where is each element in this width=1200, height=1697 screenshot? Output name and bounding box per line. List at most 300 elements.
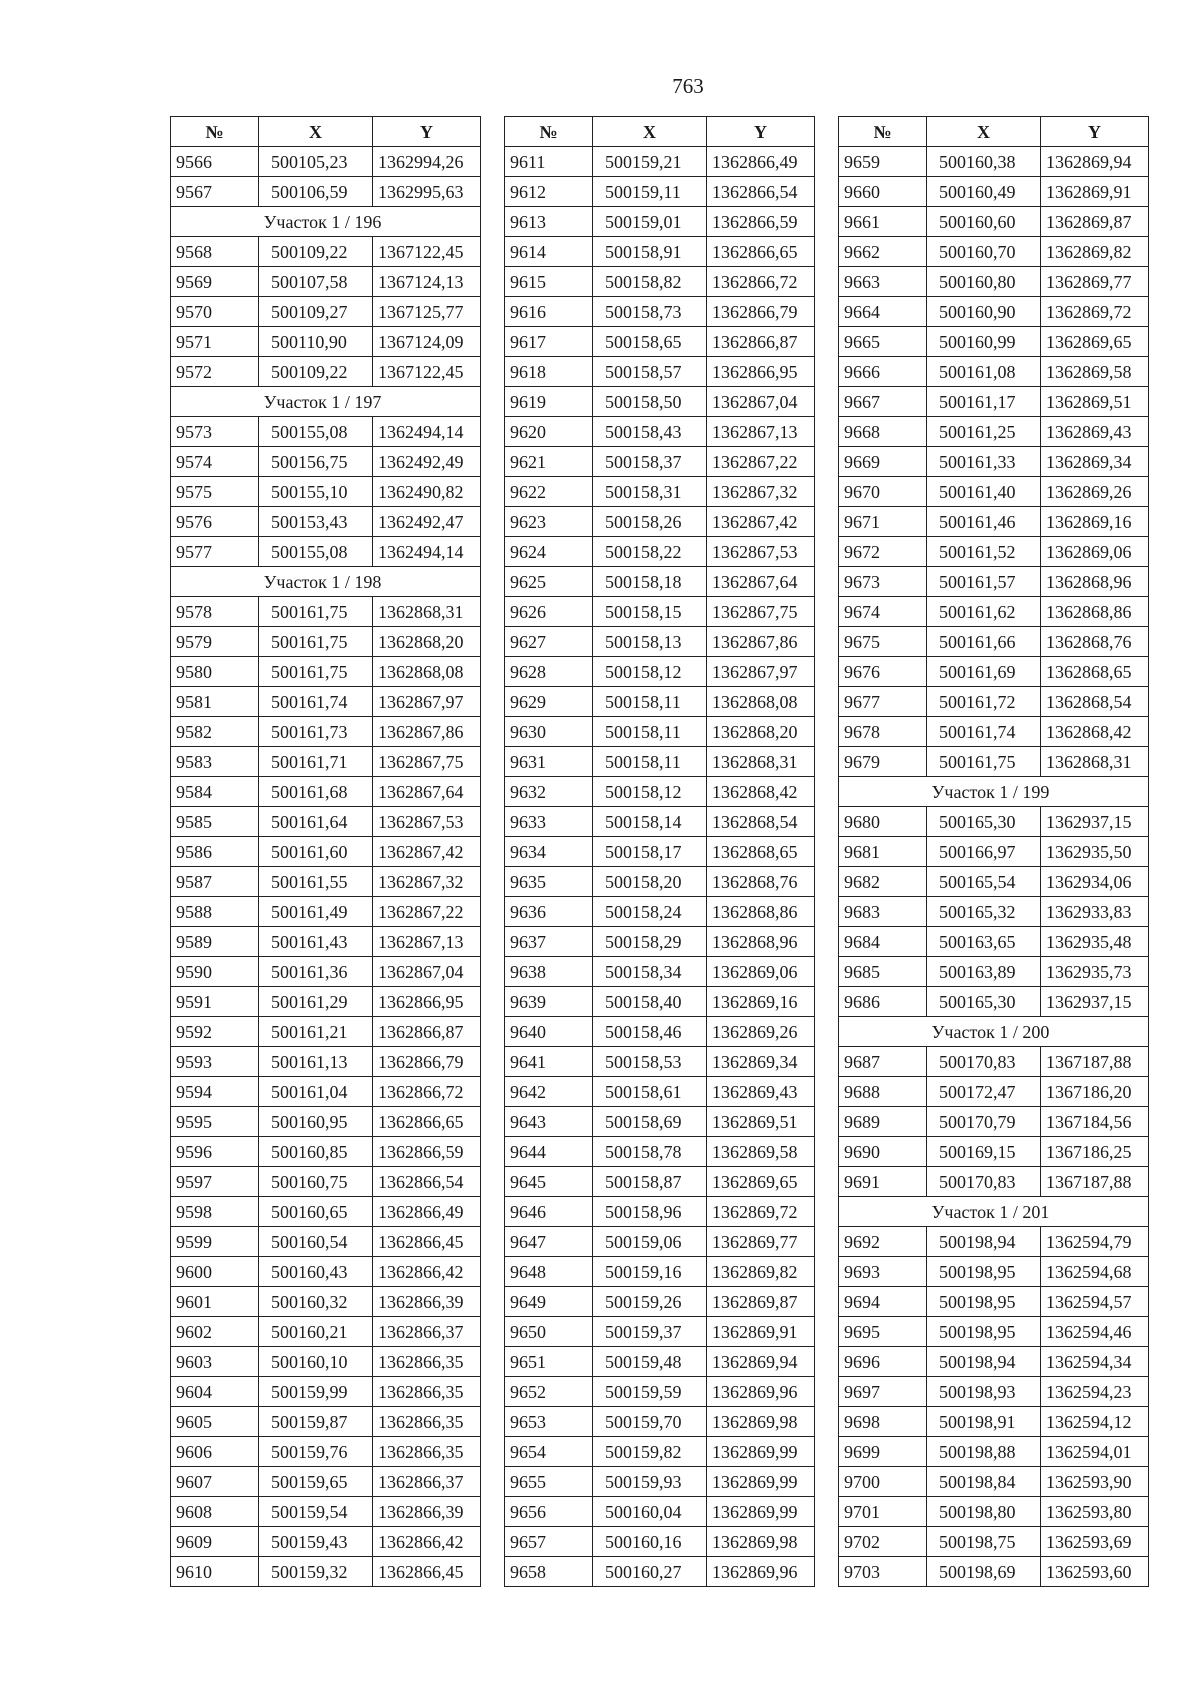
x-coordinate-cell: 500159,21: [593, 147, 707, 177]
table-row: [839, 1317, 1149, 1347]
y-coordinate-cell: 1362869,65: [707, 1167, 815, 1197]
table-row: [171, 1497, 481, 1527]
table-row: [171, 657, 481, 687]
table-row: [839, 837, 1149, 867]
table-body: [839, 147, 1149, 1587]
table-row: [171, 837, 481, 867]
y-coordinate-cell: 1362594,79: [1041, 1227, 1149, 1257]
point-number-cell: 9608: [171, 1497, 259, 1527]
y-coordinate-cell: 1362593,80: [1041, 1497, 1149, 1527]
point-number-cell: 9596: [171, 1137, 259, 1167]
table-row: [171, 1197, 481, 1227]
x-coordinate-cell: 500198,84: [927, 1467, 1041, 1497]
point-number-cell: 9682: [839, 867, 927, 897]
y-coordinate-cell: 1362866,42: [373, 1257, 481, 1287]
x-coordinate-cell: 500198,95: [927, 1287, 1041, 1317]
point-number-cell: 9687: [839, 1047, 927, 1077]
table-row: [505, 837, 815, 867]
point-number-cell: 9668: [839, 417, 927, 447]
y-coordinate-cell: 1362869,26: [707, 1017, 815, 1047]
y-coordinate-cell: 1362867,97: [373, 687, 481, 717]
x-coordinate-cell: 500160,49: [927, 177, 1041, 207]
y-coordinate-cell: 1362866,45: [373, 1557, 481, 1587]
column-header-y: Y: [373, 117, 481, 147]
point-number-cell: 9681: [839, 837, 927, 867]
table-row: [839, 657, 1149, 687]
x-coordinate-cell: 500105,23: [259, 147, 373, 177]
y-coordinate-cell: 1362869,96: [707, 1377, 815, 1407]
table-row: [171, 237, 481, 267]
x-coordinate-cell: 500161,75: [927, 747, 1041, 777]
y-coordinate-cell: 1362867,86: [373, 717, 481, 747]
y-coordinate-cell: 1362869,65: [1041, 327, 1149, 357]
point-number-cell: 9657: [505, 1527, 593, 1557]
y-coordinate-cell: 1362868,31: [707, 747, 815, 777]
table-row: [505, 957, 815, 987]
point-number-cell: 9609: [171, 1527, 259, 1557]
x-coordinate-cell: 500158,53: [593, 1047, 707, 1077]
y-coordinate-cell: 1362869,77: [1041, 267, 1149, 297]
y-coordinate-cell: 1362866,87: [707, 327, 815, 357]
column-header-number: №: [171, 117, 259, 147]
point-number-cell: 9583: [171, 747, 259, 777]
table-row: [505, 597, 815, 627]
point-number-cell: 9617: [505, 327, 593, 357]
x-coordinate-cell: 500159,32: [259, 1557, 373, 1587]
y-coordinate-cell: 1362868,31: [1041, 747, 1149, 777]
table-row: [171, 597, 481, 627]
point-number-cell: 9649: [505, 1287, 593, 1317]
table-row: [839, 567, 1149, 597]
table-row: [839, 357, 1149, 387]
point-number-cell: 9663: [839, 267, 927, 297]
point-number-cell: 9660: [839, 177, 927, 207]
table-row: [839, 867, 1149, 897]
x-coordinate-cell: 500160,80: [927, 267, 1041, 297]
point-number-cell: 9684: [839, 927, 927, 957]
table-row: [839, 1557, 1149, 1587]
point-number-cell: 9588: [171, 897, 259, 927]
y-coordinate-cell: 1362869,72: [1041, 297, 1149, 327]
point-number-cell: 9674: [839, 597, 927, 627]
section-row: [839, 777, 1149, 807]
y-coordinate-cell: 1362869,26: [1041, 477, 1149, 507]
table-row: [171, 1167, 481, 1197]
point-number-cell: 9691: [839, 1167, 927, 1197]
point-number-cell: 9582: [171, 717, 259, 747]
point-number-cell: 9597: [171, 1167, 259, 1197]
table-row: [839, 1347, 1149, 1377]
x-coordinate-cell: 500165,54: [927, 867, 1041, 897]
y-coordinate-cell: 1367125,77: [373, 297, 481, 327]
point-number-cell: 9598: [171, 1197, 259, 1227]
table-row: [839, 717, 1149, 747]
table-row: [505, 1557, 815, 1587]
x-coordinate-cell: 500158,18: [593, 567, 707, 597]
point-number-cell: 9616: [505, 297, 593, 327]
table-row: [171, 507, 481, 537]
x-coordinate-cell: 500169,15: [927, 1137, 1041, 1167]
table-row: [839, 627, 1149, 657]
x-coordinate-cell: 500161,64: [259, 807, 373, 837]
y-coordinate-cell: 1367184,56: [1041, 1107, 1149, 1137]
point-number-cell: 9665: [839, 327, 927, 357]
x-coordinate-cell: 500161,52: [927, 537, 1041, 567]
table-row: [839, 1437, 1149, 1467]
table-row: [505, 267, 815, 297]
point-number-cell: 9666: [839, 357, 927, 387]
column-header-x: X: [259, 117, 373, 147]
point-number-cell: 9584: [171, 777, 259, 807]
section-title: Участок 1 / 200: [839, 1017, 1149, 1047]
y-coordinate-cell: 1362866,72: [707, 267, 815, 297]
y-coordinate-cell: 1362869,43: [1041, 417, 1149, 447]
x-coordinate-cell: 500161,60: [259, 837, 373, 867]
table-row: [505, 1317, 815, 1347]
y-coordinate-cell: 1362869,94: [707, 1347, 815, 1377]
point-number-cell: 9685: [839, 957, 927, 987]
x-coordinate-cell: 500161,17: [927, 387, 1041, 417]
y-coordinate-cell: 1362869,34: [707, 1047, 815, 1077]
x-coordinate-cell: 500198,95: [927, 1257, 1041, 1287]
x-coordinate-cell: 500159,87: [259, 1407, 373, 1437]
table-row: [505, 1017, 815, 1047]
y-coordinate-cell: 1362995,63: [373, 177, 481, 207]
x-coordinate-cell: 500109,22: [259, 237, 373, 267]
y-coordinate-cell: 1362869,96: [707, 1557, 815, 1587]
coordinates-table-left: [170, 116, 481, 1587]
x-coordinate-cell: 500163,65: [927, 927, 1041, 957]
table-row: [505, 237, 815, 267]
point-number-cell: 9664: [839, 297, 927, 327]
point-number-cell: 9568: [171, 237, 259, 267]
y-coordinate-cell: 1362869,91: [1041, 177, 1149, 207]
section-title: Участок 1 / 197: [171, 387, 481, 417]
x-coordinate-cell: 500161,13: [259, 1047, 373, 1077]
x-coordinate-cell: 500158,31: [593, 477, 707, 507]
x-coordinate-cell: 500159,76: [259, 1437, 373, 1467]
point-number-cell: 9700: [839, 1467, 927, 1497]
y-coordinate-cell: 1362868,08: [373, 657, 481, 687]
point-number-cell: 9586: [171, 837, 259, 867]
table-row: [839, 147, 1149, 177]
x-coordinate-cell: 500159,16: [593, 1257, 707, 1287]
y-coordinate-cell: 1367187,88: [1041, 1047, 1149, 1077]
x-coordinate-cell: 500161,21: [259, 1017, 373, 1047]
point-number-cell: 9576: [171, 507, 259, 537]
point-number-cell: 9672: [839, 537, 927, 567]
table-row: [505, 1287, 815, 1317]
table-row: [171, 1227, 481, 1257]
x-coordinate-cell: 500160,95: [259, 1107, 373, 1137]
column-header-number: №: [505, 117, 593, 147]
page-number: 763: [672, 74, 704, 98]
table-row: [839, 1497, 1149, 1527]
x-coordinate-cell: 500109,22: [259, 357, 373, 387]
table-row: [505, 297, 815, 327]
y-coordinate-cell: 1362594,57: [1041, 1287, 1149, 1317]
table-row: [505, 1437, 815, 1467]
x-coordinate-cell: 500159,01: [593, 207, 707, 237]
table-row: [505, 1167, 815, 1197]
x-coordinate-cell: 500198,75: [927, 1527, 1041, 1557]
table-row: [505, 687, 815, 717]
point-number-cell: 9655: [505, 1467, 593, 1497]
y-coordinate-cell: 1362866,87: [373, 1017, 481, 1047]
x-coordinate-cell: 500161,75: [259, 597, 373, 627]
point-number-cell: 9611: [505, 147, 593, 177]
y-coordinate-cell: 1362868,86: [707, 897, 815, 927]
x-coordinate-cell: 500161,29: [259, 987, 373, 1017]
section-title: Участок 1 / 198: [171, 567, 481, 597]
table-row: [839, 807, 1149, 837]
table-row: [171, 447, 481, 477]
x-coordinate-cell: 500158,82: [593, 267, 707, 297]
table-row: [171, 417, 481, 447]
x-coordinate-cell: 500161,62: [927, 597, 1041, 627]
table-row: [171, 627, 481, 657]
y-coordinate-cell: 1362866,39: [373, 1287, 481, 1317]
y-coordinate-cell: 1362594,01: [1041, 1437, 1149, 1467]
x-coordinate-cell: 500163,89: [927, 957, 1041, 987]
table-row: [171, 1437, 481, 1467]
y-coordinate-cell: 1362594,68: [1041, 1257, 1149, 1287]
x-coordinate-cell: 500161,08: [927, 357, 1041, 387]
point-number-cell: 9671: [839, 507, 927, 537]
y-coordinate-cell: 1362868,76: [1041, 627, 1149, 657]
y-coordinate-cell: 1362868,20: [373, 627, 481, 657]
table-row: [505, 1077, 815, 1107]
y-coordinate-cell: 1362490,82: [373, 477, 481, 507]
y-coordinate-cell: 1362866,49: [707, 147, 815, 177]
point-number-cell: 9633: [505, 807, 593, 837]
point-number-cell: 9622: [505, 477, 593, 507]
point-number-cell: 9654: [505, 1437, 593, 1467]
point-number-cell: 9606: [171, 1437, 259, 1467]
table-row: [505, 1467, 815, 1497]
y-coordinate-cell: 1367187,88: [1041, 1167, 1149, 1197]
x-coordinate-cell: 500158,46: [593, 1017, 707, 1047]
x-coordinate-cell: 500160,85: [259, 1137, 373, 1167]
y-coordinate-cell: 1362492,47: [373, 507, 481, 537]
table-row: [839, 1527, 1149, 1557]
table-row: [171, 1077, 481, 1107]
y-coordinate-cell: 1362867,04: [707, 387, 815, 417]
point-number-cell: 9593: [171, 1047, 259, 1077]
y-coordinate-cell: 1362867,22: [707, 447, 815, 477]
y-coordinate-cell: 1362866,59: [373, 1137, 481, 1167]
table-row: [505, 1227, 815, 1257]
table-row: [505, 627, 815, 657]
y-coordinate-cell: 1362937,15: [1041, 987, 1149, 1017]
table-row: [839, 1287, 1149, 1317]
x-coordinate-cell: 500198,95: [927, 1317, 1041, 1347]
x-coordinate-cell: 500159,06: [593, 1227, 707, 1257]
y-coordinate-cell: 1362594,23: [1041, 1377, 1149, 1407]
y-coordinate-cell: 1362868,65: [707, 837, 815, 867]
coordinates-table-right: [838, 116, 1149, 1587]
table-row: [171, 357, 481, 387]
x-coordinate-cell: 500160,38: [927, 147, 1041, 177]
table-row: [505, 1197, 815, 1227]
x-coordinate-cell: 500158,57: [593, 357, 707, 387]
x-coordinate-cell: 500161,33: [927, 447, 1041, 477]
table-row: [839, 267, 1149, 297]
table-row: [839, 327, 1149, 357]
y-coordinate-cell: 1362934,06: [1041, 867, 1149, 897]
x-coordinate-cell: 500158,24: [593, 897, 707, 927]
x-coordinate-cell: 500158,40: [593, 987, 707, 1017]
point-number-cell: 9693: [839, 1257, 927, 1287]
x-coordinate-cell: 500160,99: [927, 327, 1041, 357]
table-row: [505, 327, 815, 357]
x-coordinate-cell: 500160,60: [927, 207, 1041, 237]
y-coordinate-cell: 1362867,53: [373, 807, 481, 837]
point-number-cell: 9577: [171, 537, 259, 567]
table-row: [505, 1347, 815, 1377]
y-coordinate-cell: 1362868,86: [1041, 597, 1149, 627]
x-coordinate-cell: 500161,66: [927, 627, 1041, 657]
section-row: [171, 387, 481, 417]
table-row: [171, 807, 481, 837]
table-row: [171, 327, 481, 357]
table-row: [505, 1407, 815, 1437]
point-number-cell: 9651: [505, 1347, 593, 1377]
table-row: [505, 537, 815, 567]
x-coordinate-cell: 500158,12: [593, 657, 707, 687]
x-coordinate-cell: 500158,50: [593, 387, 707, 417]
x-coordinate-cell: 500109,27: [259, 297, 373, 327]
y-coordinate-cell: 1362869,16: [707, 987, 815, 1017]
point-number-cell: 9688: [839, 1077, 927, 1107]
y-coordinate-cell: 1362868,42: [1041, 717, 1149, 747]
table-row: [839, 207, 1149, 237]
y-coordinate-cell: 1362869,43: [707, 1077, 815, 1107]
point-number-cell: 9591: [171, 987, 259, 1017]
table-row: [505, 747, 815, 777]
x-coordinate-cell: 500159,99: [259, 1377, 373, 1407]
point-number-cell: 9676: [839, 657, 927, 687]
point-number-cell: 9702: [839, 1527, 927, 1557]
y-coordinate-cell: 1362868,54: [1041, 687, 1149, 717]
point-number-cell: 9631: [505, 747, 593, 777]
x-coordinate-cell: 500159,70: [593, 1407, 707, 1437]
x-coordinate-cell: 500158,69: [593, 1107, 707, 1137]
point-number-cell: 9650: [505, 1317, 593, 1347]
table-row: [505, 1107, 815, 1137]
point-number-cell: 9673: [839, 567, 927, 597]
table-row: [171, 777, 481, 807]
x-coordinate-cell: 500110,90: [259, 327, 373, 357]
point-number-cell: 9697: [839, 1377, 927, 1407]
x-coordinate-cell: 500161,68: [259, 777, 373, 807]
y-coordinate-cell: 1362869,06: [707, 957, 815, 987]
table-row: [839, 897, 1149, 927]
x-coordinate-cell: 500198,91: [927, 1407, 1041, 1437]
x-coordinate-cell: 500158,96: [593, 1197, 707, 1227]
table-row: [839, 417, 1149, 447]
table-row: [171, 477, 481, 507]
table-row: [505, 417, 815, 447]
table-row: [839, 177, 1149, 207]
point-number-cell: 9607: [171, 1467, 259, 1497]
y-coordinate-cell: 1362933,83: [1041, 897, 1149, 927]
x-coordinate-cell: 500161,74: [927, 717, 1041, 747]
x-coordinate-cell: 500160,43: [259, 1257, 373, 1287]
x-coordinate-cell: 500159,48: [593, 1347, 707, 1377]
x-coordinate-cell: 500161,75: [259, 657, 373, 687]
y-coordinate-cell: 1362868,96: [707, 927, 815, 957]
point-number-cell: 9628: [505, 657, 593, 687]
y-coordinate-cell: 1362994,26: [373, 147, 481, 177]
table-row: [505, 657, 815, 687]
table-row: [839, 1257, 1149, 1287]
x-coordinate-cell: 500161,49: [259, 897, 373, 927]
table-header-row: [171, 117, 481, 147]
table-row: [505, 987, 815, 1017]
table-row: [171, 897, 481, 927]
table-body: [171, 147, 481, 1587]
y-coordinate-cell: 1362867,53: [707, 537, 815, 567]
x-coordinate-cell: 500159,65: [259, 1467, 373, 1497]
point-number-cell: 9644: [505, 1137, 593, 1167]
point-number-cell: 9677: [839, 687, 927, 717]
point-number-cell: 9652: [505, 1377, 593, 1407]
y-coordinate-cell: 1362935,48: [1041, 927, 1149, 957]
x-coordinate-cell: 500107,58: [259, 267, 373, 297]
point-number-cell: 9679: [839, 747, 927, 777]
point-number-cell: 9694: [839, 1287, 927, 1317]
y-coordinate-cell: 1362866,35: [373, 1377, 481, 1407]
x-coordinate-cell: 500158,65: [593, 327, 707, 357]
x-coordinate-cell: 500158,29: [593, 927, 707, 957]
table-row: [505, 177, 815, 207]
x-coordinate-cell: 500161,40: [927, 477, 1041, 507]
x-coordinate-cell: 500160,75: [259, 1167, 373, 1197]
y-coordinate-cell: 1362593,69: [1041, 1527, 1149, 1557]
column-header-x: X: [927, 117, 1041, 147]
y-coordinate-cell: 1362868,20: [707, 717, 815, 747]
x-coordinate-cell: 500106,59: [259, 177, 373, 207]
point-number-cell: 9567: [171, 177, 259, 207]
point-number-cell: 9667: [839, 387, 927, 417]
point-number-cell: 9648: [505, 1257, 593, 1287]
point-number-cell: 9613: [505, 207, 593, 237]
x-coordinate-cell: 500158,11: [593, 717, 707, 747]
x-coordinate-cell: 500160,54: [259, 1227, 373, 1257]
y-coordinate-cell: 1362868,42: [707, 777, 815, 807]
point-number-cell: 9623: [505, 507, 593, 537]
table-row: [839, 507, 1149, 537]
table-row: [171, 267, 481, 297]
x-coordinate-cell: 500172,47: [927, 1077, 1041, 1107]
x-coordinate-cell: 500159,37: [593, 1317, 707, 1347]
point-number-cell: 9692: [839, 1227, 927, 1257]
point-number-cell: 9701: [839, 1497, 927, 1527]
point-number-cell: 9624: [505, 537, 593, 567]
column-header-y: Y: [707, 117, 815, 147]
point-number-cell: 9695: [839, 1317, 927, 1347]
y-coordinate-cell: 1362867,42: [707, 507, 815, 537]
x-coordinate-cell: 500165,30: [927, 987, 1041, 1017]
point-number-cell: 9602: [171, 1317, 259, 1347]
table-row: [171, 927, 481, 957]
y-coordinate-cell: 1362866,65: [707, 237, 815, 267]
x-coordinate-cell: 500170,83: [927, 1167, 1041, 1197]
y-coordinate-cell: 1362937,15: [1041, 807, 1149, 837]
y-coordinate-cell: 1362867,75: [707, 597, 815, 627]
x-coordinate-cell: 500160,16: [593, 1527, 707, 1557]
